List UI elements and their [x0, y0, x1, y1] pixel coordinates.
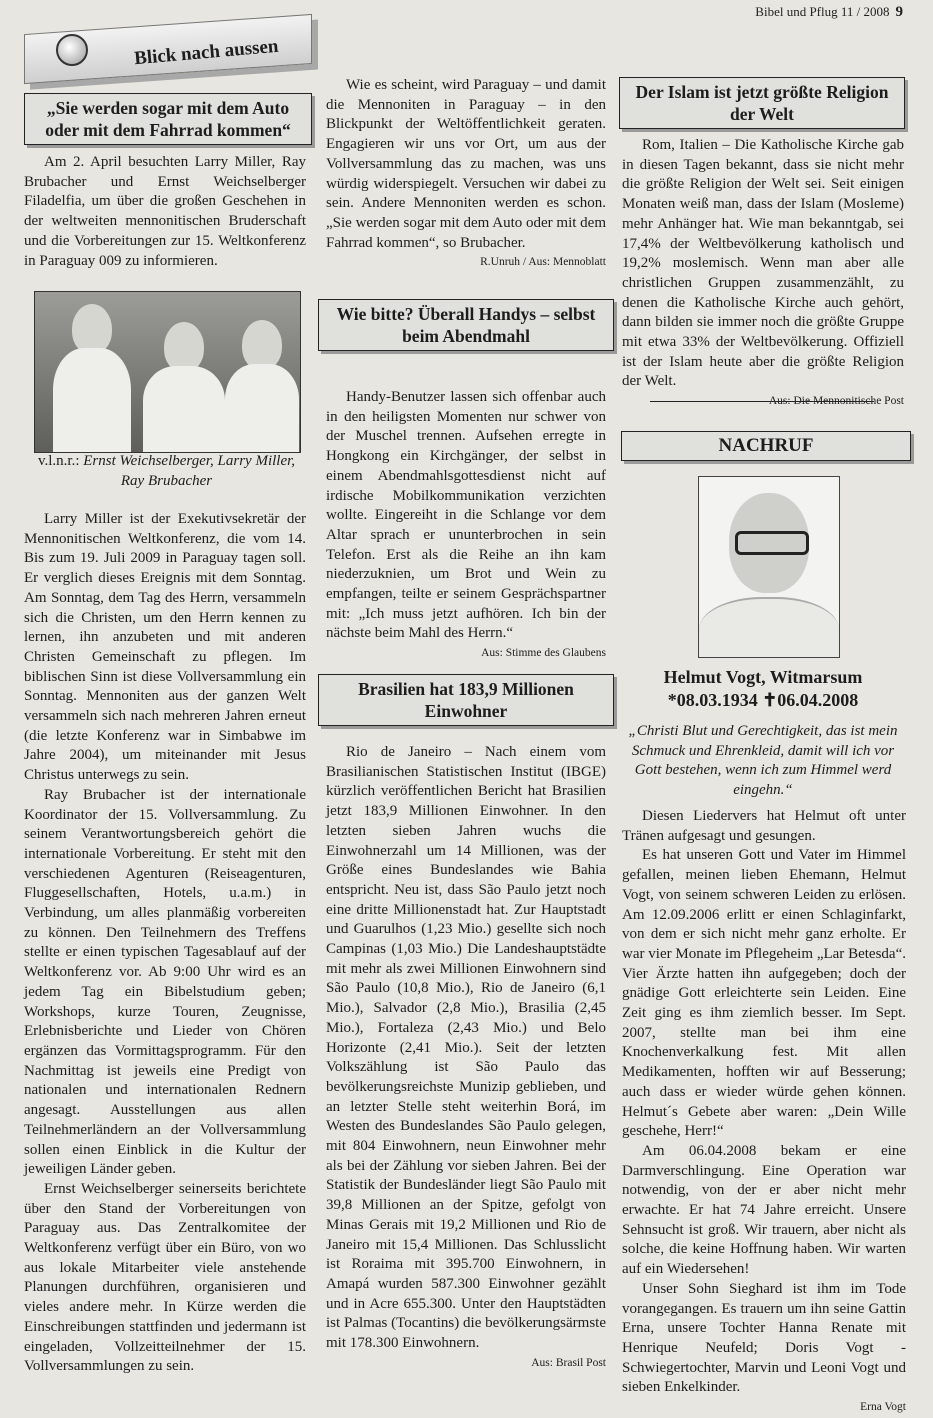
article3-body [326, 743, 606, 1374]
article2-paragraph: Handy-Benutzer lassen sich offenbar auch in den heiligsten Momenten nur schwer von der Muschel trennen. Aufsehen erregte in Hongkong ein Kirchgänger, der selbst in einem Abendmahlsgottesdienst nicht auf irdische Mobilkommunikation verzichten wollte. Eingereiht in die Schlange vor dem Altar sprach er ununterbrochen in sein Telefon. Erst als die Reihe an ihn kam niederzuknien, um Brot und Wein zu empfangen, teilte er seinem Gesprächspartner mit: „Ich muss jetzt aufhören. Ich bin der nächste beim Mahl des Herrn.“ [326, 389, 606, 642]
deceased-name: Helmut Vogt, Witmarsum [663, 667, 863, 687]
page-header [755, 4, 903, 21]
obituary-paragraph: Am 06.04.2008 bekam er eine Darmverschlingung. Eine Operation war notwendig, von der er aber nicht mehr erwachte. Er hat 74 Jahre erreicht. Unsere Sehnsucht ist groß. Wir trauern, aber nicht als solche, die keine Hoffnung haben. Wir warten auf ein Wiedersehen! [622, 1142, 906, 1278]
article1-paragraph: Larry Miller ist der Exekutivsekretär der Mennonitischen Weltkonferenz, die vom 14. Bis zum 19. Juli 2009 in Paraguay tagen soll. Er verglich dieses Ereignis mit dem Sonntag. Am Sonntag, dem Tag des Herrn, versammeln sich die Christen, um den Herrn kennen zu lernen, ihn anzubeten und mit anderen Christen Gemeinschaft zu pflegen. Im biblischen Sinn ist diese Vollversammlung ein Sonntag. Mennoniten aus der ganzen Welt versammeln sich nach mehreren Jahren erneut (die letzte Konferenz war in Simbabwe im Jahre 2004), um miteinander mit Jesus Christus unterwegs zu sein. [24, 511, 306, 784]
photo-caption [34, 452, 299, 491]
group-photo [34, 291, 301, 453]
article1-paragraph: Ray Brubacher ist der internationale Koordinator der 15. Vollversammlung. Zu seinem Verantwortungsbereich gehört die internationale Vorbereitung. Er steht mit den verschiedenen Agenturen (Reiseagenturen, Fluggesellschaften, Hotels, u.a.m.) in Verbindung, um alles planmäßig vorbereiten zu können. Den Teilnehmern des Treffens stellte er einen typischen Tagesablauf auf der Weltkonferenz vor. Ab 9:00 Uhr wird es an jedem Tag ein Bibelstudium geben; Workshops, kurze Touren, Zeugnisse, Erlebnisberichte und Lieder von Chören ergänzen das Vormittagsprogramm. Für den Nachmittag ist jeweils eine Predigt von nationalen und internationalen Rednern angesagt. Ausstellungen aus allen Teilnehmerländern an der Vollversammlung sollen einen Einblick in die Kultur der jeweiligen Länder geben. [24, 786, 306, 1178]
obituary-paragraph: Unser Sohn Sieghard ist ihm im Tode vorangegangen. Es trauern um ihn seine Gattin Erna, unsere Tochter Hanna Renate mit Henrique Neufeld; Doris Vogt - Schwiegertochter, Marvin und Leoni Vogt und sieben Enkelkinder. [622, 1280, 906, 1396]
glasses-icon [735, 531, 809, 555]
obituary-body [622, 807, 906, 1418]
article4-body [622, 136, 904, 412]
article1-intro [24, 153, 306, 271]
obituary-verse: „Christi Blut und Gerechtigkeit, das ist mein Schmuck und Ehrenkleid, damit will ich vor Gott bestehen, wenn ich zum Himmel werd eingehn.“ [628, 723, 898, 799]
life-dates: *08.03.1934 ✝06.04.2008 [667, 690, 859, 710]
article1-paragraph: Wie es scheint, wird Paraguay – und damit die Mennoniten in Paraguay – in den Blickpunkt der Weltöffentlichkeit geraten. Engagieren wir uns vor Ort, um aus der Vollversammlung das zu machen, was uns würdig widerspiegelt. Versuchen wir dabei zu sein. Andere Mennoniten werden es schon. „Sie werden sogar mit dem Auto oder mit dem Fahrrad kommen“, so Brubacher. [326, 77, 606, 251]
article1-body [24, 510, 306, 1377]
obituary-paragraph: Es hat unseren Gott und Vater im Himmel gefallen, meinen lieben Ehemann, Helmut Vogt, von seinem schweren Leiden zu erlösen. Am 12.09.2006 erlitt er einen Schlaginfarkt, von dem er sich nicht mehr ganz erholte. Er war vier Monate im Pflegeheim „Lar Betesda“. Vier Ärzte hatten ihn aufgegeben; doch der gnädige Gott erleichterte sein Leiden. Eine Zeit ging es ihm ziemlich besser. Im Sept. 2007, stellte man bei ihm eine Knochenverkalkung fest. Mit allen Medikamenten, hofften wir auf Besserung; auch dass er wieder würde gehen können. Helmut´s Gebete aber waren: „Dein Wille geschehe, Herr!“ [622, 847, 906, 1140]
article2-body [326, 388, 606, 664]
article1-paragraph: Ernst Weichselberger seinerseits berichtete über den Stand der Vorbereitungen von Paraguay aus. Das Zentralkomitee der Weltkonferenz verfügt über ein Büro, von wo aus lokale Mitarbeiter viele anstehende Planungen durchführen, organisieren und vieles andere mehr. In Kürze werden die Einschreibungen stattfinden und jedermann ist eingeladen, Vollzeitteilnehmer der 15. Vollversammlungen zu sein. [24, 1180, 306, 1375]
column-separator [650, 401, 874, 402]
article1-title: „Sie werden sogar mit dem Auto oder mit dem Fahrrad kommen“ [24, 93, 312, 145]
article4-source: Aus: Die Mennonitische Post [768, 395, 904, 408]
page-number: 9 [895, 4, 903, 20]
article4-paragraph: Rom, Italien – Die Katholische Kirche gab in diesen Tagen bekannt, dass sie nicht mehr die größte Religion der Welt sei. Seit einigen Monaten weiß man, dass der Islam (Mosleme) mehr Anhänger hat. Wie man bekanntgab, sei 17,4% der Weltbevölkerung katholisch und 19,2% moslemisch. Wenn man aber alle christlichen Gruppen zusammenzählt, zu denen die Katholische Kirche auch gehört, dann bilden sie immer noch die größte Gruppe mit etwa 33% der Weltbevölkerung. Offiziell ist der Islam heute aber die größte Religion der Welt. [622, 137, 904, 390]
article3-paragraph: Rio de Janeiro – Nach einem vom Brasilianischen Statistischen Institut (IBGE) kürzlich veröffentlichen Bericht hat Brasilien jetzt 183,9 Millionen Einwohner. In den letzten sieben Jahren wuchs die Einwohnerzahl um 14 Millionen, was der Größe eines Bundeslandes wie Bahia entspricht. Neu ist, dass São Paulo jetzt noch eine dritte Millionenstadt hat. Zur Hauptstadt und Guarulhos (1,23 Mio.) gesellte sich noch Campinas (1,03 Mio.) Die Landeshauptstädte mit mehr als zwei Millionen Einwohnern sind São Paulo (10,8 Mio.), Rio de Janeiro (6,1 Mio.), Salvador (2,8 Mio.), Brasilia (2,45 Mio.), Fortaleza (2,43 Mio.) und Belo Horizonte (2,41 Mio.). Seit der letzten Volkszählung ist São Paulo das bevölkerungsreichste Munizip geblieben, und an letzter Stelle steht weiterhin Borá, im Westen des Bundeslandes São Paulo gelegen, mit 804 Einwohnern, neun Einwohner mehr als bei der Zählung vor sieben Jahren. Bei der Statistik der Bundesländer liegt São Paulo mit 39,8 Millionen an der Spitze, gefolgt von Minas Gerais mit 19,2 Millionen und Rio de Janeiro mit 15,4 Millionen. Das Schlusslicht ist Roraima mit 395.700 Einwohnern, in Amapá wurden 587.300 Einwohner gezählt und in Acre 655.300. Unter den Hauptstädten ist Palmas (Tocantins) die bevölkerungsärmste mit 178.300 Einwohnern. [326, 744, 606, 1352]
obituary-title: NACHRUF [621, 431, 911, 461]
caption-names: Ernst Weichselberger, Larry Miller, Ray Brubacher [83, 453, 296, 489]
publication-title: Bibel und Pflug 11 / 2008 [755, 4, 890, 19]
person-figure [143, 322, 225, 452]
article1-paragraph: Am 2. April besuchten Larry Miller, Ray Brubacher und Ernst Weichselberger Filadelfia, um über die großen Geschehen in der weltweiten mennonitischen Bruderschaft und die Vorbereitungen zur 15. Weltkonferenz in Paraguay 009 zu informieren. [24, 154, 306, 269]
rubric-label: Blick nach aussen [133, 35, 280, 70]
section-rubric [24, 14, 324, 84]
globe-icon [56, 34, 88, 66]
article3-source: Aus: Brasil Post [531, 1356, 606, 1369]
caption-lead: v.l.n.r.: [37, 453, 84, 469]
article2-title: Wie bitte? Überall Handys – selbst beim Abendmahl [318, 299, 614, 351]
obituary-signature: Erna Vogt [860, 1401, 906, 1414]
obituary-heading [618, 666, 908, 712]
obituary-portrait [698, 476, 840, 658]
obituary-paragraph: Diesen Liedervers hat Helmut oft unter Tränen aufgesagt und gesungen. [622, 808, 906, 844]
article2-source: Aus: Stimme des Glaubens [481, 647, 606, 660]
person-figure [225, 320, 299, 452]
article1-continuation [326, 76, 606, 273]
article3-title: Brasilien hat 183,9 Millionen Einwohner [318, 674, 614, 726]
article1-source: R.Unruh / Aus: Mennoblatt [480, 256, 606, 269]
article4-title: Der Islam ist jetzt größte Religion der Welt [619, 77, 905, 129]
person-figure [53, 304, 131, 452]
